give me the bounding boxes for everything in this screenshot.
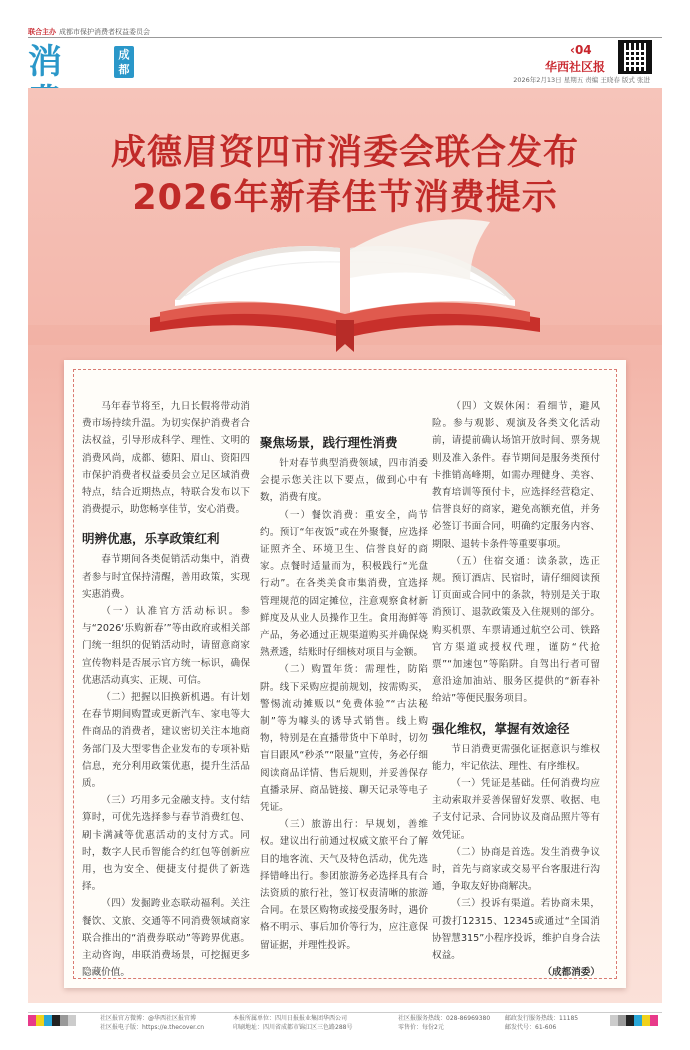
paragraph: （三）投诉有渠道。若协商未果，可拨打12315、12345或通过“全国消协智慧315”小程序投诉，维护自身合法权益。 xyxy=(432,898,600,962)
paragraph: 针对春节典型消费领域，四市消委会提示您关注以下要点，做到心中有数，消费有度。 xyxy=(260,458,428,504)
paragraph: （一）认准官方活动标识。参与“2026‘乐购新春’”等由政府或相关部门统一组织的促销活动时，请留意商家宣传物料是否展示官方统一标识，确保优惠活动真实、正规、可信。 xyxy=(82,606,250,686)
headline-line-1: 成德眉资四市消委会联合发布 xyxy=(110,133,579,173)
footer-col-2 xyxy=(233,1014,352,1032)
section-heading-3: 强化维权，掌握有效途径 xyxy=(432,720,570,736)
footer-divider xyxy=(28,1012,662,1013)
footer-print-address: 印刷地址：四川省成都市锦江区三色路288号 xyxy=(233,1024,353,1031)
article-column-1 xyxy=(82,398,250,982)
paragraph: （二）购置年货：需理性，防陷阱。线下采购应提前规划，按需购买，警惕流动摊贩以“免费体验”“古法秘制”等为噱头的诱导式销售。线上购物，特别是在直播带货中下单时，切勿盲目跟风“秒杀”“限量”宣传，务必仔细阅读商品详情、售后规则，并妥善保存直播录屏、商品链接、聊天记录等电子凭证。 xyxy=(260,664,428,814)
footer-hotline: 社区报服务热线：028-86969380 xyxy=(398,1015,491,1022)
color-calibration-bar xyxy=(610,1015,658,1026)
section-heading-2: 聚焦场景，践行理性消费 xyxy=(260,435,398,450)
page-number: ‹04 xyxy=(570,43,592,57)
paragraph: （四）文娱休闲：看细节，避风险。参与观影、观演及各类文化活动前，请提前确认场馆开放时间、票务规则及准入条件。春节期间是服务类预付卡推销高峰期，如需办理健身、美容、教育培训等预付卡，应选择经营稳定、信誉良好的商家，避免高额充值，并务必签订书面合同，明确约定服务内容、期限、退转卡条件等重要事项。 xyxy=(432,401,600,550)
paragraph: 春节期间各类促销活动集中，消费者参与时宜保持清醒，善用政策，实现实惠消费。 xyxy=(82,554,250,600)
paragraph: （五）住宿交通：读条款，选正规。预订酒店、民宿时，请仔细阅读预订页面或合同中的条款，特别是关于取消预订、退款政策及入住规则的部分。购买机票、车票请通过航空公司、铁路官方渠道或授权代理，谨防“代抢票”“加速包”等陷阱。自驾出行者可留意沿途加油站、服务区提供的“新春补给站”等便民服务项目。 xyxy=(432,555,600,705)
footer-col-3 xyxy=(398,1014,490,1032)
organizer-label: 联合主办 xyxy=(28,28,56,36)
footer-publisher: 本报所属单位：四川日报报业集团华西公司 xyxy=(233,1015,348,1022)
brand-city-badge: 成都 xyxy=(114,46,134,78)
color-calibration-bar xyxy=(28,1015,76,1026)
footer-col-1 xyxy=(100,1014,204,1032)
paragraph: （二）把握以旧换新机遇。有计划在春节期间购置或更新汽车、家电等大件商品的消费者，建议密切关注本地商务部门及大型零售企业发布的专项补贴信息，充分利用政策优惠，提升生活品质。 xyxy=(82,692,250,790)
chevron-left-icon: ‹ xyxy=(570,43,575,57)
footer-postal-code: 邮发代号：61-606 xyxy=(505,1024,557,1031)
intro-paragraph: 马年春节将至，九日长假将带动消费市场持续升温。为切实保护消费者合法权益，引导形成科学、理性、文明的消费风尚，成都、德阳、眉山、资阳四市保护消费者权益委员会立足区域消费特点，结合近期热点，特联合发布以下消费提示，助您畅享佳节，安心消费。 xyxy=(82,401,250,516)
paragraph: （一）凭证是基础。任何消费均应主动索取并妥善保留好发票、收据、电子支付记录、合同协议及商品照片等有效凭证。 xyxy=(432,778,600,841)
paragraph: 节日消费更需强化证据意识与维权能力，牢记依法、理性、有序维权。 xyxy=(432,743,600,772)
paragraph: （三）巧用多元金融支持。支付结算时，可优先选择参与春节消费红包、刷卡满减等优惠活动的支付方式。同时，数字人民币智能合约红包等创新应用，也为安全、便捷支付提供了新选择。 xyxy=(82,795,250,893)
article-column-3 xyxy=(432,398,600,982)
byline-signature: （成都消委） xyxy=(542,967,600,979)
dateline: 2026年2月13日 星期五 责编 王晓春 版式 张进 xyxy=(513,76,650,84)
footer-price: 零售价：每份2元 xyxy=(398,1024,444,1031)
article-column-2 xyxy=(260,398,428,954)
brand-title: 消 xyxy=(28,42,64,82)
footer-weibo: 社区报官方微博：@华西社区报官博 xyxy=(100,1015,197,1022)
edition-name: 华西社区报 xyxy=(545,60,606,74)
footer-postal-hotline: 邮政发行服务热线：11185 xyxy=(505,1015,579,1022)
footer-col-4 xyxy=(505,1014,578,1032)
paragraph: （一）餐饮消费：重安全，尚节约。预订“年夜饭”或在外聚餐，应选择证照齐全、环境卫生、信誉良好的商家。点餐时适量而为，积极践行“光盘行动”。在各类美食市集消费，宜选择管理规范的固定摊位，注意观察食材新鲜度及从业人员操作卫生。食用海鲜等产品，务必通过正规渠道购买并确保烧熟煮透，结账时仔细核对项目与金额。 xyxy=(260,509,428,659)
headline-line-2: 2026年新春佳节消费提示 xyxy=(132,178,558,218)
paragraph: （二）协商是首选。发生消费争议时，首先与商家或交易平台客服进行沟通，争取友好协商解决。 xyxy=(432,846,600,893)
footer-epaper-link[interactable]: 社区报电子版：https://e.thecover.cn xyxy=(100,1024,205,1031)
section-heading-1: 明辨优惠，乐享政策红利 xyxy=(82,531,220,547)
paragraph: （四）发掘跨业态联动福利。关注餐饮、文旅、交通等不同消费领域商家联合推出的“消费券联动”等跨界优惠。主动咨询，串联消费场景，可挖掘更多隐藏价值。 xyxy=(82,898,250,979)
paragraph: （三）旅游出行：早规划，善维权。建议出行前通过权威文旅平台了解目的地客流、天气及特色活动，优先选择错峰出行。参团旅游务必选择具有合法资质的旅行社，签订权责清晰的旅游合同。在景区购物或接受服务时，遇价格不明示、事后加价等行为，应注意保留证据，并理性投诉。 xyxy=(260,819,428,951)
organizer-name: 成都市保护消费者权益委员会 xyxy=(59,28,150,36)
